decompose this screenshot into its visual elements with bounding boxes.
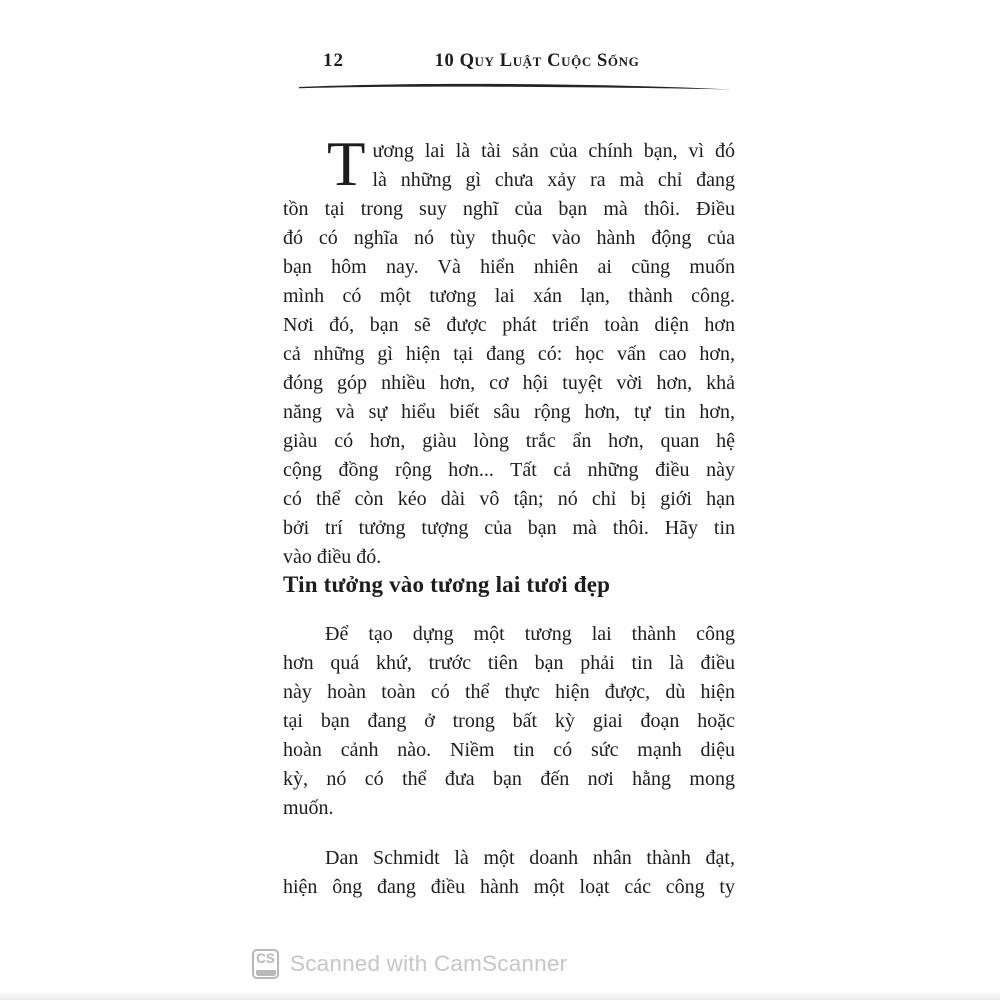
text-line: hiện ông đang điều hành một loạt các công ty: [283, 876, 735, 898]
text-line: Nơi đó, bạn sẽ được phát triển toàn diện hơn: [283, 314, 735, 336]
text-line: cộng đồng rộng hơn... Tất cả những điều này: [283, 459, 735, 481]
text-line: này hoàn toàn có thể thực hiện được, dù hiện: [283, 681, 735, 703]
text-line: cả những gì hiện tại đang có: học vấn cao hơn,: [283, 343, 735, 365]
text-line: có thể còn kéo dài vô tận; nó chỉ bị giới hạn: [283, 488, 735, 510]
text-line: muốn.: [283, 797, 334, 819]
paragraph-lines: [283, 844, 735, 902]
running-title: 10 Quy Luật Cuộc Sống: [434, 51, 640, 71]
text-line: đó có nghĩa nó tùy thuộc vào hành động của: [283, 227, 735, 249]
paragraph-dan-schmidt: [283, 844, 735, 902]
camscanner-logo-icon: [252, 949, 279, 979]
text-line: vào điều đó.: [283, 546, 382, 568]
text-line: năng và sự hiểu biết sâu rộng hơn, tự tin hơn,: [283, 401, 735, 423]
text-line: kỳ, nó có thể đưa bạn đến nơi hằng mong: [283, 768, 735, 790]
text-line: bởi trí tưởng tượng của bạn mà thôi. Hãy tin: [283, 517, 735, 539]
camscanner-logo-letters: CS: [256, 951, 275, 966]
text-line: tại bạn đang ở trong bất kỳ giai đoạn hoặc: [283, 710, 735, 732]
paragraph-lines: [283, 620, 735, 823]
text-line: Để tạo dựng một tương lai thành công: [325, 623, 735, 645]
header-rule: [297, 80, 733, 96]
text-line: hơn quá khứ, trước tiên bạn phải tin là điều: [283, 652, 735, 674]
text-line: Dan Schmidt là một doanh nhân thành đạt,: [325, 847, 735, 869]
page-number: 12: [323, 50, 344, 71]
scan-edge-shadow: [0, 991, 1000, 1000]
section-heading: Tin tưởng vào tương lai tươi đẹp: [283, 572, 611, 597]
text-line: tồn tại trong suy nghĩ của bạn mà thôi. Điều: [283, 198, 735, 220]
camscanner-logo-bar: [256, 970, 276, 976]
text-line: là những gì chưa xảy ra mà chỉ đang: [372, 169, 735, 191]
paragraph-belief: [283, 620, 735, 823]
dropcap-letter: T: [327, 129, 366, 199]
text-line: bạn hôm nay. Và hiển nhiên ai cũng muốn: [283, 256, 735, 278]
text-line: ương lai là tài sản của chính bạn, vì đó: [372, 140, 735, 162]
text-line: mình có một tương lai xán lạn, thành công.: [283, 285, 735, 307]
paragraph-intro: [283, 129, 735, 572]
text-line: đóng góp nhiều hơn, cơ hội tuyệt vời hơn, khả: [283, 372, 735, 394]
paragraph-lines: [283, 129, 735, 572]
text-column: [283, 0, 735, 1000]
text-line: giàu có hơn, giàu lòng trắc ẩn hơn, quan hệ: [283, 430, 735, 452]
camscanner-watermark: [252, 949, 567, 979]
text-line: hoàn cảnh nào. Niềm tin có sức mạnh diệu: [283, 739, 735, 761]
watermark-text: Scanned with CamScanner: [290, 951, 568, 976]
